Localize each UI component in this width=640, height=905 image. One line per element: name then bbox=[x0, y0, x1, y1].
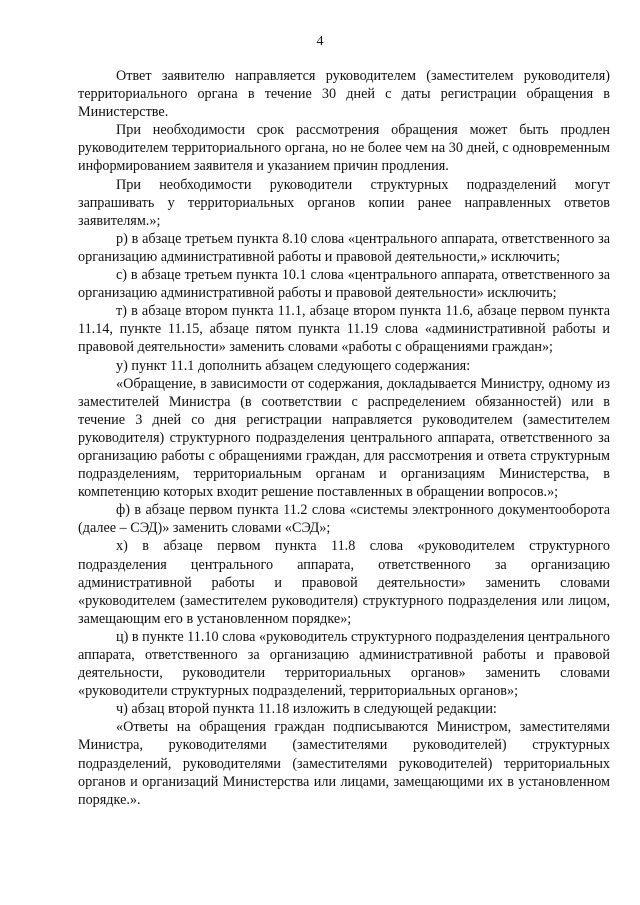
page-number: 4 bbox=[316, 34, 324, 49]
paragraph: х) в абзаце первом пункта 11.8 слова «руководителем структурного подразделения центрального аппарата, ответственного за организацию административной работы и правовой деятельности» заменить словами «руководителем (заместителем руководителя) структурного подразделения или лицом, замещающим его в установленном порядке»; bbox=[78, 538, 610, 627]
paragraph: ф) в абзаце первом пункта 11.2 слова «системы электронного документооборота (далее – СЭД)» заменить словами «СЭД»; bbox=[78, 502, 610, 537]
paragraph: При необходимости срок рассмотрения обращения может быть продлен руководителем территориального органа, но не более чем на 30 дней, с одновременным информированием заявителя и указанием причин продления. bbox=[78, 122, 610, 175]
paragraph: «Обращение, в зависимости от содержания, докладывается Министру, одному из заместителей Министра (в соответствии с распределением обязанностей) или в течение 3 дней со дня регистрации направляется руководителем (заместителем руководителя) структурного подразделения центрального аппарата, ответственного за организацию работы с обращениями граждан, для рассмотрения и ответа структурным подразделениям, территориальным органам и организациям Министерства, в компетенцию которых входит решение поставленных в обращении вопросов.»; bbox=[78, 375, 610, 501]
paragraph: «Ответы на обращения граждан подписываются Министром, заместителями Министра, руководителями (заместителями руководителей) структурных подразделений, руководителями (заместителями руководителей) территориальных органов и организаций Министерства или лицами, замещающими их в установленном порядке.». bbox=[78, 719, 610, 808]
paragraph: т) в абзаце втором пункта 11.1, абзаце втором пункта 11.6, абзаце первом пункта 11.14, пункте 11.15, абзаце пятом пункта 11.19 слова «административной работы и правовой деятельности» заменить словами «работы с обращениями граждан»; bbox=[78, 303, 610, 356]
paragraph: ч) абзац второй пункта 11.18 изложить в следующей редакции: bbox=[116, 701, 497, 718]
document-body bbox=[78, 67, 610, 809]
paragraph: с) в абзаце третьем пункта 10.1 слова «центрального аппарата, ответственного за организацию административной работы и правовой деятельности» исключить; bbox=[78, 267, 610, 302]
paragraph: При необходимости руководители структурных подразделений могут запрашивать у территориальных органов копии ранее направленных ответов заявителям.»; bbox=[78, 176, 610, 229]
paragraph: Ответ заявителю направляется руководителем (заместителем руководителя) территориального органа в течение 30 дней с даты регистрации обращения в Министерстве. bbox=[78, 68, 610, 121]
paragraph: у) пункт 11.1 дополнить абзацем следующего содержания: bbox=[116, 357, 471, 374]
paragraph: ц) в пункте 11.10 слова «руководитель структурного подразделения центрального аппарата, ответственного за организацию административной работы и правовой деятельности, руководители территориальных органов» заменить словами «руководители структурных подразделений, территориальных органов»; bbox=[78, 628, 610, 700]
paragraph: р) в абзаце третьем пункта 8.10 слова «центрального аппарата, ответственного за организацию административной работы и правовой деятельности,» исключить; bbox=[78, 230, 610, 265]
